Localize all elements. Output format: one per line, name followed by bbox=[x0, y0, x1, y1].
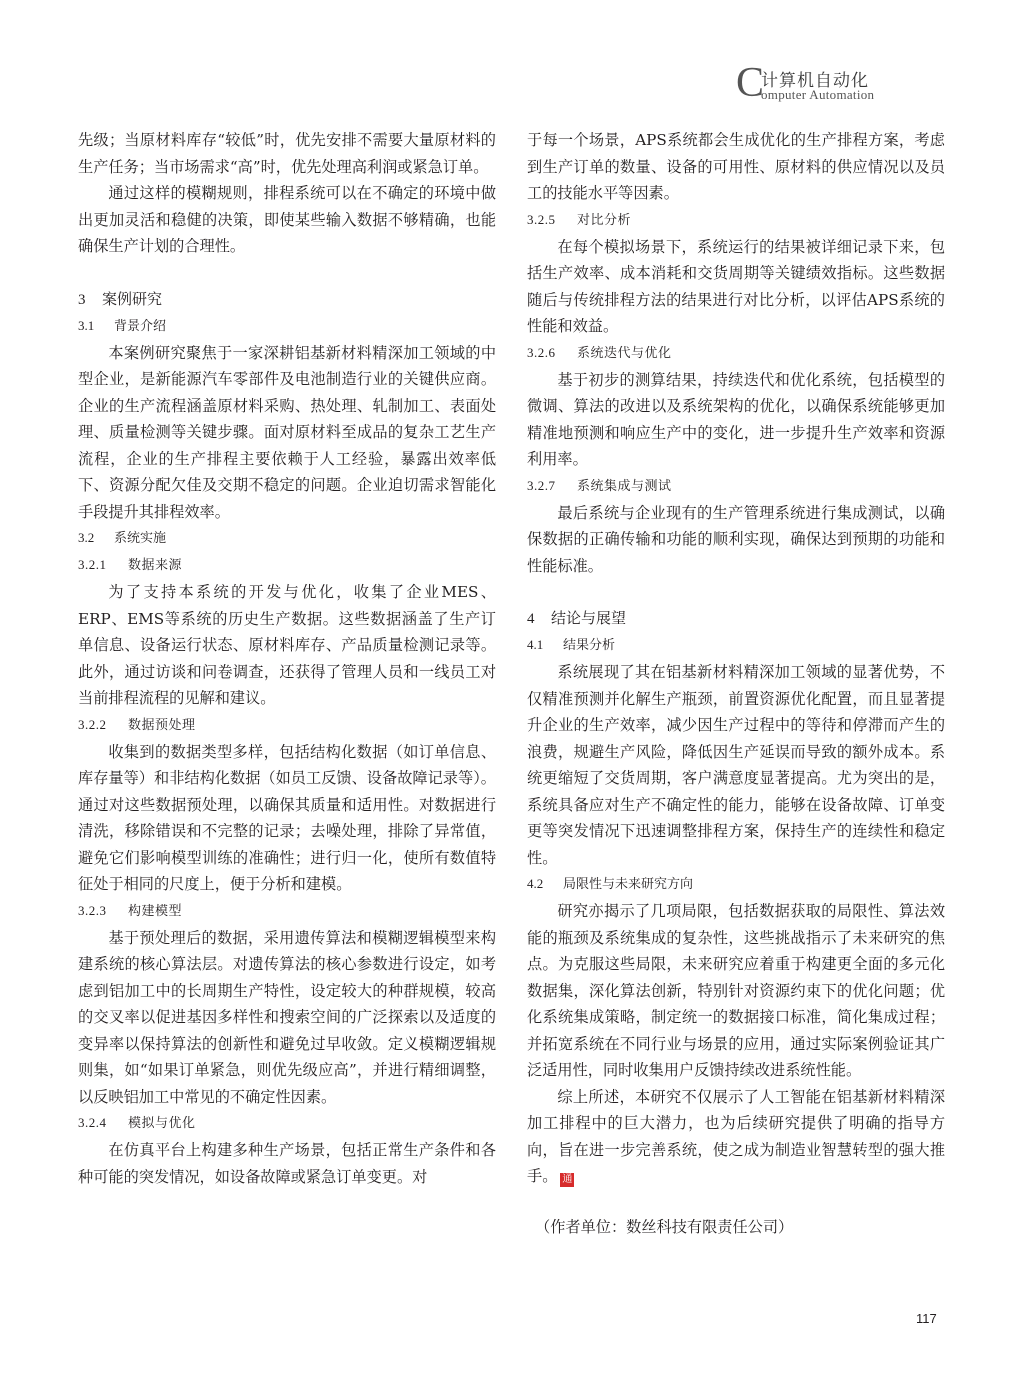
subsubsection-heading-3-2-4 bbox=[78, 1110, 496, 1137]
section-title: 系统迭代与优化 bbox=[577, 345, 672, 361]
section-title: 案例研究 bbox=[102, 289, 163, 308]
right-column bbox=[527, 127, 945, 1240]
section-number: 3.2.4 bbox=[78, 1115, 107, 1130]
section-title: 构建模型 bbox=[128, 903, 183, 919]
section-number: 3.1 bbox=[78, 317, 95, 333]
subsubsection-heading-3-2-7 bbox=[527, 473, 945, 500]
subsection-heading-4-1 bbox=[527, 632, 945, 659]
end-of-article-mark-icon: 通 bbox=[562, 1174, 573, 1185]
section-number: 4 bbox=[527, 611, 535, 627]
section-number: 3.2 bbox=[78, 530, 95, 545]
section-number: 3.2.1 bbox=[78, 557, 107, 572]
subsubsection-heading-3-2-5 bbox=[527, 207, 945, 234]
masthead-letter-c: C bbox=[736, 60, 765, 106]
section-title: 背景介绍 bbox=[114, 318, 167, 334]
section-title: 结论与展望 bbox=[551, 609, 627, 627]
journal-title-en: omputer Automation bbox=[761, 87, 875, 102]
section-number: 3.2.6 bbox=[527, 344, 556, 360]
subsubsection-heading-3-2-2 bbox=[78, 712, 496, 739]
section-title: 数据来源 bbox=[128, 558, 183, 573]
left-column bbox=[78, 127, 496, 1190]
paragraph: 最后系统与企业现有的生产管理系统进行集成测试，以确保数据的正确传输和功能的顺利实现，确保达到预期的功能和性能标准。 bbox=[527, 503, 945, 575]
section-heading-4 bbox=[527, 605, 945, 632]
section-number: 3 bbox=[78, 291, 86, 308]
subsection-heading-4-2 bbox=[527, 871, 945, 898]
paragraph: 为了支持本系统的开发与优化，收集了企业MES、ERP、EMS等系统的历史生产数据。这些数据涵盖了生产订单信息、设备运行状态、原材料库存、产品质量检测记录等。此外，通过访谈和问卷调查，还获得了管理人员和一线员工对当前排程流程的见解和建议。 bbox=[78, 583, 496, 707]
section-number: 4.1 bbox=[527, 637, 544, 652]
section-number: 3.2.7 bbox=[527, 477, 556, 493]
paragraph: 基于预处理后的数据，采用遗传算法和模糊逻辑模型来构建系统的核心算法层。对遗传算法的核心参数进行设定，如考虑到铝加工中的长周期生产特性，设定较大的种群规模，较高的交叉率以促进基因多样性和搜索空间的广泛探索以及适度的变异率以保持算法的创新性和避免过早收敛。定义模糊逻辑规则集，如“如果订单紧急，则优先级应高”，并进行精细调整，以反映铝加工中常见的不确定性因素。 bbox=[78, 928, 496, 1106]
subsubsection-heading-3-2-6 bbox=[527, 340, 945, 367]
paragraph: 在仿真平台上构建多种生产场景，包括正常生产条件和各种可能的突发情况，如设备故障或紧急订单变更。对 bbox=[78, 1141, 496, 1186]
paragraph: 本案例研究聚焦于一家深耕铝基新材料精深加工领域的中型企业，是新能源汽车零部件及电池制造行业的关键供应商。企业的生产流程涵盖原材料采购、热处理、轧制加工、表面处理、质量检测等关键步骤。面对原材料至成品的复杂工艺生产流程，企业的生产排程主要依赖于人工经验，暴露出效率低下、资源分配欠佳及交期不稳定的问题。企业迫切需求智能化手段提升其排程效率。 bbox=[78, 343, 496, 521]
paragraph: 先级；当原材料库存“较低”时，优先安排不需要大量原材料的生产任务；当市场需求“高”时，优先处理高利润或紧急订单。 bbox=[78, 131, 496, 176]
journal-title-cn: 计算机自动化 bbox=[761, 71, 869, 91]
section-number: 4.2 bbox=[527, 876, 544, 891]
page-number: 117 bbox=[916, 1311, 937, 1326]
subsection-heading-3-1 bbox=[78, 313, 496, 340]
paragraph: 于每一个场景，APS系统都会生成优化的生产排程方案，考虑到生产订单的数量、设备的可用性、原材料的供应情况以及员工的技能水平等因素。 bbox=[527, 131, 945, 202]
paragraph: 通过这样的模糊规则，排程系统可以在不确定的环境中做出更加灵活和稳健的决策，即使某些输入数据不够精确，也能确保生产计划的合理性。 bbox=[78, 184, 496, 255]
conclusion-paragraph bbox=[527, 1084, 945, 1190]
section-number: 3.2.2 bbox=[78, 716, 107, 732]
subsubsection-heading-3-2-1 bbox=[78, 552, 496, 579]
section-number: 3.2.5 bbox=[527, 211, 556, 227]
section-title: 模拟与优化 bbox=[128, 1116, 196, 1131]
subsection-heading-3-2 bbox=[78, 525, 496, 552]
section-title: 对比分析 bbox=[577, 212, 632, 228]
conclusion-text: 综上所述，本研究不仅展示了人工智能在铝基新材料精深加工排程中的巨大潜力，也为后续研究提供了明确的指导方向，旨在进一步完善系统，使之成为制造业智慧转型的强大推手。 bbox=[527, 1087, 945, 1185]
section-title: 系统集成与测试 bbox=[577, 478, 672, 494]
section-heading-3 bbox=[78, 286, 496, 313]
paragraph: 收集到的数据类型多样，包括结构化数据（如订单信息、库存量等）和非结构化数据（如员工反馈、设备故障记录等）。通过对这些数据预处理，以确保其质量和适用性。对数据进行清洗，移除错误和不完整的记录；去噪处理，排除了异常值，避免它们影响模型训练的准确性；进行归一化，使所有数值特征处于相同的尺度上，便于分析和建模。 bbox=[78, 742, 496, 893]
section-title: 结果分析 bbox=[563, 638, 616, 653]
paragraph: 系统展现了其在铝基新材料精深加工领域的显著优势，不仅精准预测并化解生产瓶颈，前置资源优化配置，而且显著提升企业的生产效率，减少因生产过程中的等待和停滞而产生的浪费，规避生产风险，降低因生产延误而导致的额外成本。系统更缩短了交货周期，客户满意度显著提高。尤为突出的是，系统具备应对生产不确定性的能力，能够在设备故障、订单变更等突发情况下迅速调整排程方案，保持生产的连续性和稳定性。 bbox=[527, 663, 945, 867]
journal-masthead bbox=[736, 62, 936, 108]
paragraph: 研究亦揭示了几项局限，包括数据获取的局限性、算法效能的瓶颈及系统集成的复杂性，这些挑战指示了未来研究的焦点。为克服这些局限，未来研究应着重于构建更全面的多元化数据集，深化算法创新，特别针对资源约束下的优化问题；优化系统集成策略，制定统一的数据接口标准，简化集成过程；并拓宽系统在不同行业与场景的应用，通过实际案例验证其广泛适用性，同时收集用户反馈持续改进系统性能。 bbox=[527, 902, 945, 1079]
section-title: 局限性与未来研究方向 bbox=[563, 877, 694, 892]
subsubsection-heading-3-2-3 bbox=[78, 898, 496, 925]
paragraph: 基于初步的测算结果，持续迭代和优化系统，包括模型的微调、算法的改进以及系统架构的优化，以确保系统能够更加精准地预测和响应生产中的变化，进一步提升生产效率和资源利用率。 bbox=[527, 370, 945, 468]
section-title: 数据预处理 bbox=[128, 717, 196, 733]
author-affiliation: （作者单位：数丝科技有限责任公司） bbox=[535, 1217, 794, 1236]
paragraph: 在每个模拟场景下，系统运行的结果被详细记录下来，包括生产效率、成本消耗和交货周期等关键绩效指标。这些数据随后与传统排程方法的结果进行对比分析，以评估APS系统的性能和效益。 bbox=[527, 237, 945, 335]
section-title: 系统实施 bbox=[114, 531, 167, 546]
section-number: 3.2.3 bbox=[78, 902, 107, 918]
